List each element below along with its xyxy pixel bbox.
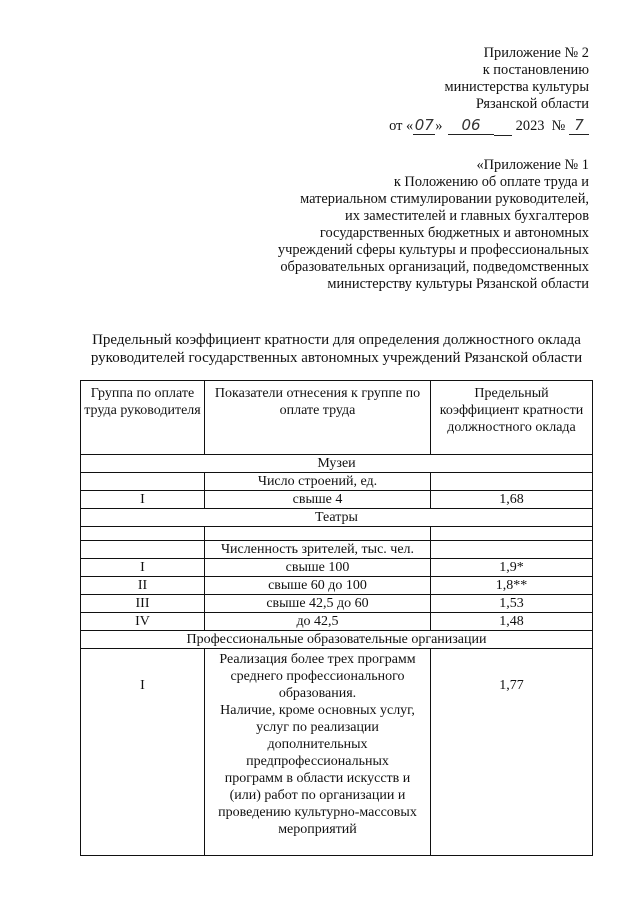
empty-cell — [431, 527, 593, 541]
coefficient-table — [80, 380, 593, 856]
appendix-1-block — [278, 157, 589, 293]
criterion-line: образования. — [278, 686, 357, 701]
criterion-line: проведению культурно-массовых — [218, 805, 417, 820]
section-row-theaters — [81, 509, 593, 527]
group-cell: I — [81, 491, 205, 509]
criterion-line: программ в области искусств и — [224, 771, 411, 786]
criterion-cell: свыше 100 — [205, 559, 431, 577]
coefficient-cell: 1,9* — [431, 559, 593, 577]
table-header-row — [81, 381, 593, 455]
coefficient-cell: 1,68 — [431, 491, 593, 509]
criterion-line: (или) работ по организации и — [229, 788, 406, 803]
sub-appendix-line: учреждений сферы культуры и профессиональных — [277, 242, 589, 258]
sub-appendix-line: образовательных организаций, подведомственных — [280, 259, 589, 275]
section-row-education — [81, 631, 593, 649]
criterion-cell: до 42,5 — [205, 613, 431, 631]
section-title: Театры — [81, 509, 593, 527]
title-line-2: руководителей государственных автономных учреждений Рязанской области — [90, 350, 583, 366]
criterion-line: Наличие, кроме основных услуг, — [220, 703, 415, 718]
coefficient-cell: 1,77 — [431, 649, 593, 856]
group-cell: I — [81, 559, 205, 577]
group-cell: II — [81, 577, 205, 595]
empty-cell — [431, 541, 593, 559]
criterion-cell: свыше 60 до 100 — [205, 577, 431, 595]
decree-date-line — [389, 117, 589, 136]
coefficient-cell: 1,8** — [431, 577, 593, 595]
empty-cell — [205, 527, 431, 541]
sub-appendix-line: их заместителей и главных бухгалтеров — [345, 208, 589, 224]
table-row — [81, 491, 593, 509]
criterion-line: дополнительных — [267, 737, 368, 752]
number-sign: № — [551, 118, 566, 134]
document-title — [60, 331, 613, 367]
empty-cell — [81, 541, 205, 559]
sub-appendix-line: к Положению об оплате труда и — [393, 174, 589, 190]
criterion-line: предпрофессиональных — [246, 754, 389, 769]
date-year: 2023 — [515, 118, 545, 134]
coefficient-cell: 1,53 — [431, 595, 593, 613]
header-group: Группа по оплате труда руководителя — [81, 381, 205, 455]
date-month: 06 — [448, 117, 494, 135]
empty-cell — [81, 527, 205, 541]
table-row — [81, 577, 593, 595]
appendix-2-block — [389, 45, 589, 136]
criterion-line: мероприятий — [278, 822, 357, 837]
date-prefix: от « — [389, 118, 414, 134]
coefficient-cell: 1,48 — [431, 613, 593, 631]
header-coefficient: Предельный коэффициент кратности должностного оклада — [431, 381, 593, 455]
criterion-line: услуг по реализации — [256, 720, 379, 735]
criterion-line: среднего профессионального — [230, 669, 405, 684]
table-row — [81, 559, 593, 577]
appendix-line: Приложение № 2 — [483, 45, 589, 61]
table-row — [81, 613, 593, 631]
decree-number: 7 — [569, 117, 589, 135]
criterion-cell: свыше 4 — [205, 491, 431, 509]
section-title: Музеи — [81, 455, 593, 473]
section-title: Профессиональные образовательные организации — [81, 631, 593, 649]
date-underline — [494, 118, 512, 136]
empty-cell — [431, 473, 593, 491]
appendix-line: к постановлению — [482, 62, 589, 78]
indicator-label: Число строений, ед. — [205, 473, 431, 491]
indicator-row — [81, 473, 593, 491]
title-line-1: Предельный коэффициент кратности для определения должностного оклада — [92, 332, 581, 348]
criterion-line: Реализация более трех программ — [219, 652, 416, 667]
sub-appendix-line: государственных бюджетных и автономных — [319, 225, 589, 241]
group-cell: I — [81, 649, 205, 856]
table-row — [81, 595, 593, 613]
appendix-line: министерства культуры — [444, 79, 589, 95]
criterion-cell: свыше 42,5 до 60 — [205, 595, 431, 613]
sub-appendix-line: министерству культуры Рязанской области — [327, 276, 589, 292]
blank-row — [81, 527, 593, 541]
section-row-museums — [81, 455, 593, 473]
header-indicator: Показатели отнесения к группе по оплате труда — [205, 381, 431, 455]
appendix-line: Рязанской области — [475, 96, 589, 112]
indicator-label: Численность зрителей, тыс. чел. — [205, 541, 431, 559]
criterion-cell — [205, 649, 431, 856]
group-cell: III — [81, 595, 205, 613]
date-day: 07 — [414, 116, 434, 134]
indicator-row — [81, 541, 593, 559]
sub-appendix-line: «Приложение № 1 — [476, 157, 589, 173]
empty-cell — [81, 473, 205, 491]
group-cell: IV — [81, 613, 205, 631]
table-row — [81, 649, 593, 856]
sub-appendix-line: материальном стимулировании руководителей, — [300, 191, 589, 207]
date-quote: » — [435, 118, 443, 134]
